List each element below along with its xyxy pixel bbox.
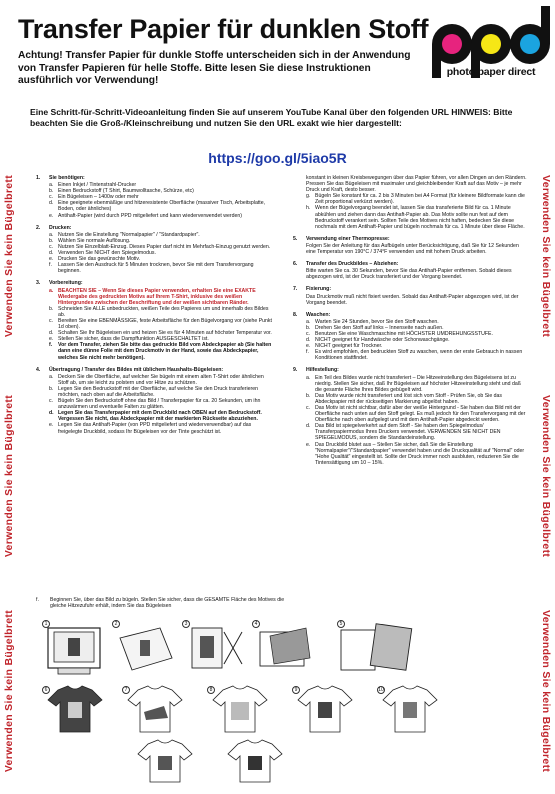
item-text: Bereiten Sie eine EBENMÄSSIGE, feste Arbeitsfläche für den Bügelvorgang vor (siehe Punkt 1d oben). <box>58 317 272 331</box>
intro-text: Eine Schritt-für-Schritt-Videoanleitung finden Sie auf unserem YouTube Kanal über den folgenden URL HINWEIS: Bitte beachten Sie die Groß-/Kleinschreibung und nutzen Sie den URL exakt wie hier dargestellt: <box>30 107 513 128</box>
step-12-shirt-illustration <box>220 738 290 786</box>
item-letter: g. <box>306 193 311 200</box>
item-text: Das Druckbild blutet aus – Stellen Sie sicher, daß Sie die Einstellung "Normalpapier"/"Standardpapier" verwendet haben und die Druckqualität auf "Normal" oder "Hohe Qualität" eingestellt ist. Sollte der Druck immer noch ausbluten, reduzieren Sie die Tintensättigung um 10 – 15%. <box>315 441 525 466</box>
instruction-item <box>36 374 274 386</box>
item-text: NICHT geeignet für Trockner. <box>315 343 383 350</box>
step-number: 4 <box>252 620 260 628</box>
item-letter: c. <box>49 317 54 324</box>
item-text: Vor dem Transfer, ziehen Sie bitte das gedruckte Bild vom Abdeckpapier ab (Sie halten dann eine dünne Folie mit dem Druckmotiv in der Hand, sowie das Abdeckpapier, welches Sie nicht mehr benötigen). <box>58 342 272 361</box>
instruction-item <box>293 442 529 466</box>
section-number: 7. <box>293 286 298 293</box>
step-9-shirt-illustration <box>290 684 360 736</box>
section-title: Waschen: <box>306 311 331 318</box>
instruction-item <box>293 375 529 393</box>
item-text: Decken Sie die Oberfläche, auf welcher Sie bügeln mit einem alten T-Shirt oder ähnlichen Stoff ab, um sie leicht zu polstern und vor Hitze zu schützen. <box>58 373 264 386</box>
section-number: 9. <box>293 367 298 374</box>
item-letter: d. <box>306 337 311 344</box>
section-number: 1. <box>36 175 41 181</box>
section-number: 3. <box>36 280 41 287</box>
item-text: Ein Teil des Bildes wurde nicht transferiert – Die Hitzeeinstellung des Bügeleisens ist zu niedrig. Stellen Sie sicher, daß Ihr Bügeleisen auf höchster Hitzeeinstellung steht und daß die gesamte Fläche Ihres Bildes gebügelt wird. <box>315 374 521 393</box>
item-letter: a. <box>306 318 311 325</box>
item-letter: c. <box>49 243 54 250</box>
item-text: Stellen Sie sicher, dass die Dampffunktion AUSGESCHALTET ist. <box>58 336 209 343</box>
step-5-peeled-illustration <box>335 618 415 680</box>
instruction-item <box>36 386 274 398</box>
item-text: Schalten Sie Ihr Bügeleisen ein und heizen Sie es für 4 Minuten auf höchster Temperatur vor. <box>58 330 272 337</box>
item-letter: d. <box>306 423 311 430</box>
section-heading <box>36 280 274 286</box>
item-letter: a. <box>49 182 54 189</box>
step-number: 6 <box>42 686 50 694</box>
item-letter: b. <box>49 305 54 312</box>
item-text: Lassen Sie den Ausdruck für 5 Minuten trocknen, bevor Sie mit dem Transfervorgang beginnen. <box>58 262 254 275</box>
instruction-section <box>36 280 274 360</box>
instruction-item <box>36 306 274 318</box>
instruction-section <box>293 175 529 230</box>
item-letter: e. <box>306 441 311 448</box>
instruction-section <box>293 286 529 305</box>
item-text: Das Motiv wurde nicht transferiert und löst sich vom Stoff - Prüfen Sie, ob Sie das Abdeckpapier mit der rückseitigen Markierung abgelöst haben. <box>315 392 503 405</box>
item-letter: b. <box>49 188 54 195</box>
item-text: Das Bild ist spiegelverkehrt auf dem Stoff - Sie haben den Spiegelmodus/ Transferpapiermodus Ihres Druckers verwendet. VERWENDEN SIE NICHT DEN SPIEGELMODUS, sondern die Standardeinstellung. <box>315 423 501 442</box>
item-letter: f. <box>306 349 309 356</box>
item-text: Verwenden Sie NICHT den Spiegelmodus. <box>58 250 156 257</box>
section-paragraph: Bitte warten Sie ca. 30 Sekunden, bevor Sie das Antihaft-Papier entfernen. Sobald dieses abgezogen wird, ist der Druck transferiert und der Vorgang beendet. <box>306 268 512 281</box>
item-text: Legen Sie das Antihaft-Papier (von PPD mitgeliefert und wiederverwendbar) auf das freigelegte Druckbild, sodass Ihr Bügeleisen vor der Tinte geschützt ist. <box>58 422 252 435</box>
section-paragraph: Das Druckmotiv muß nicht fixiert werden. Sobald das Antihaft-Papier abgezogen wird, ist der Vorgang beendet. <box>306 293 519 306</box>
item-letter: f. <box>49 342 53 349</box>
item-letter: d. <box>49 410 54 417</box>
instruction-section <box>36 225 274 275</box>
section-title: Sie benötigen: <box>49 175 85 181</box>
section-heading <box>293 261 529 267</box>
section-title: Vorbereitung: <box>49 280 83 287</box>
section-number: 8. <box>293 311 298 318</box>
step-1-printer-illustration <box>40 618 110 680</box>
item-text: Es wird empfohlen, den bedruckten Stoff zu waschen, wenn der erste Gebrauch in nassen Konditionen stattfindet. <box>315 349 523 362</box>
instruction-item <box>36 200 274 212</box>
item-letter: a. <box>49 231 54 238</box>
step-6-shirt-illustration <box>40 684 110 736</box>
side-warning-right-1: Verwenden Sie kein Bügelbrett <box>540 175 552 338</box>
instructions-right-column <box>293 175 529 472</box>
item-letter: c. <box>306 405 311 411</box>
item-text: Legen Sie das Transferpapier mit dem Druckbild nach OBEN auf den Bedruckstoff. Vergessen Sie nicht, das Abdeckpapier mit der markierten Rückseite abzuziehen. <box>58 410 262 423</box>
instruction-item <box>293 349 529 361</box>
item-letter: b. <box>306 392 311 399</box>
step-number: 8 <box>207 686 215 694</box>
item-text: Eine geeignete ebenmäßige und hitzeresistente Oberfläche (massiver Tisch, Arbeitsplatte, Boden, oder ähnliches) <box>58 200 266 213</box>
item-letter: e. <box>49 212 54 219</box>
item-text: Ein Bügeleisen – 1400w oder mehr <box>58 194 139 201</box>
instruction-item <box>36 262 274 274</box>
instruction-section <box>36 175 274 219</box>
step-7-iron-illustration <box>120 684 190 736</box>
item-letter: b. <box>306 324 311 331</box>
step-number: 10 <box>378 687 384 693</box>
item-text: BEACHTEN SIE – Wenn Sie dieses Papier verwenden, erhalten Sie eine EXAKTE Wiedergabe des gedruckten Motivs auf Ihrem T-Shirt, inklusive des weißen Hintergrundes zwischen der Beschriftung und der weißen sichtbaren Ränder. <box>58 287 256 306</box>
item-letter: e. <box>306 343 311 350</box>
item-text: Bügeln Sie konstant für ca. 2 bis 3 Minuten bei A4 Format (für kleinere Bildformate kann die Zeit proportional verkürzt werden). <box>315 193 525 206</box>
step-number: 9 <box>292 686 300 694</box>
section-heading <box>36 225 274 231</box>
youtube-url-link[interactable]: https://goo.gl/5iao5R <box>208 150 347 166</box>
instruction-item <box>36 398 274 410</box>
item-text: Einen Bedruckstoff (T Shirt, Baumwolltasche, Schürze, etc) <box>58 188 194 195</box>
step-8-iron-illustration <box>205 684 275 736</box>
instruction-section <box>293 261 529 280</box>
section-heading <box>293 312 529 318</box>
section-title: Transfer des Druckbildes – Abziehen: <box>306 261 399 268</box>
item-text: Einen Inkjet / Tintenstrahl-Drucker <box>58 182 137 189</box>
item-text: Warten Sie 24 Stunden, bevor Sie den Stoff waschen. <box>315 318 439 325</box>
item-letter: d. <box>49 250 54 257</box>
section-number: 4. <box>36 366 41 373</box>
section-heading <box>293 236 529 242</box>
instruction-section <box>293 367 529 466</box>
section-number: 5. <box>293 235 298 242</box>
step-3-cut-illustration <box>180 618 250 680</box>
step-illustrations <box>40 618 520 788</box>
item-letter: e. <box>49 256 54 263</box>
step-4f-note <box>36 597 286 609</box>
instruction-item <box>293 193 529 205</box>
instruction-item <box>36 422 274 434</box>
section-title: Hilfestellung: <box>306 367 339 374</box>
step-number: 3 <box>182 620 190 628</box>
instruction-item <box>36 410 274 422</box>
instruction-item <box>293 393 529 405</box>
item-letter: b. <box>49 385 54 392</box>
instruction-section <box>293 312 529 362</box>
instruction-item <box>36 288 274 306</box>
item-letter: c. <box>49 194 54 201</box>
instructions-left-column <box>36 175 274 441</box>
item-letter: e. <box>49 422 54 429</box>
step-2-paper-illustration <box>110 618 180 680</box>
section-paragraph: konstant in kleinen Kreisbewegungen über das Papier führen, vor allen Dingen an den Rändern. Pressen Sie das Bügeleisen mit maximaler und gleichbleibender Kraft auf das Motiv – je mehr Druck und Kraft, desto besser. <box>306 175 527 194</box>
item-text: Benutzen Sie eine Waschmaschine mit HÖCHSTER UMDREHUNGSSTUFE. <box>315 330 493 337</box>
step-number: 2 <box>112 620 120 628</box>
instruction-item <box>36 318 274 330</box>
item-text: Nutzen Sie die Einstellung "Normalpapier" / "Standardpapier". <box>58 231 200 238</box>
section-title: Fixierung: <box>306 286 332 293</box>
instruction-item <box>293 405 529 423</box>
item-text: Das Motiv ist nicht sichtbar, dafür aber der weiße Hintergrund - Sie haben das Bild mit der Oberfläche nach unten auf den Stoff gelegt. Es muß jedoch für den Transfervorgang mit der Oberfläche nach oben aufgelegt und mit dem Antihaft-Papier abgedeckt werden. <box>315 405 526 424</box>
item-letter: f. <box>49 262 52 269</box>
instruction-item <box>293 205 529 229</box>
instruction-item <box>36 342 274 360</box>
step-number: 7 <box>122 686 130 694</box>
item-text: Wählen Sie normale Auflösung. <box>58 237 131 244</box>
step-number: 1 <box>42 620 50 628</box>
step-10-shirt-illustration <box>375 684 445 736</box>
item-text: Legen Sie den Bedruckstoff mit der Oberfläche, auf welche Sie den Druck transferieren möchten, nach oben auf die Arbeitsfläche. <box>58 385 259 398</box>
item-letter: c. <box>49 398 54 405</box>
item-text: Drehen Sie den Stoff auf links – Innenseite nach außen. <box>315 324 444 331</box>
item-text: Wenn der Bügelvorgang beendet ist, lassen Sie das transferierte Bild für ca. 1 Minute abkühlen und ziehen dann das Antihaft-Papier ab. Das Motiv sollte nun fest auf dem Bedruckstoff verankert sein. Sollten Teile des Motives nicht haften, bedecken Sie diese nochmals mit dem Antihaft-Papier und bügeln nochmals für ca. 1 Minute über diese Fläche. <box>315 205 525 230</box>
item-text: Beginnen Sie, über das Bild zu bügeln. Stellen Sie sicher, dass die GESAMTE Fläche des Motives die gleiche Hitzezufuhr erhält, indem Sie das Bügeleisen <box>50 597 285 610</box>
item-text: Antihaft-Papier (wird durch PPD mitgeliefert und kann wiederverwendet werden) <box>58 212 242 219</box>
item-letter: e. <box>49 336 54 343</box>
section-number: 2. <box>36 224 41 231</box>
item-text: Schneiden Sie ALLE unbedruckten, weißen Teile des Papieres um und innerhalb des Bildes ab. <box>58 305 269 318</box>
step-number: 5 <box>337 620 345 628</box>
instruction-item <box>36 213 274 219</box>
instruction-item <box>293 423 529 441</box>
item-letter: f. <box>36 597 39 603</box>
section-number: 6. <box>293 261 298 268</box>
section-title: Übertragung / Transfer des Bildes mit üblichem Haushalts-Bügeleisen: <box>49 366 224 373</box>
section-paragraph: Folgen Sie der Anleitung für das Aufbügeln unter Berücksichtigung, daß Sie für 12 Sekunden eine Temperatur von 190°C / 374°F verwenden und mit hohem Druck arbeiten. <box>306 242 519 256</box>
item-letter: d. <box>49 200 54 207</box>
section-title: Drucken: <box>49 224 72 231</box>
section-heading <box>36 175 274 181</box>
item-text: Drucken Sie das gewünschte Motiv. <box>58 256 141 263</box>
logo-text: photo paper direct <box>446 66 536 78</box>
item-letter: a. <box>306 374 311 381</box>
side-warning-right-3: Verwenden Sie kein Bügelbrett <box>540 610 552 773</box>
item-letter: d. <box>49 330 54 337</box>
side-warning-left-3: Verwenden Sie kein Bügelbrett <box>3 610 15 773</box>
side-warning-left-2: Verwenden Sie kein Bügelbrett <box>3 395 15 558</box>
section-title: Verwendung einer Thermopresse: <box>306 235 390 242</box>
step-11-shirt-illustration <box>130 738 200 786</box>
step-4-peel-illustration <box>250 618 320 680</box>
item-text: Bügeln Sie den Bedruckstoff ohne das Bild / Transferpapier für ca. 20 Sekunden, um ihn anzuwärmen und eventuelle Falten zu glätten. <box>58 398 261 411</box>
section-heading <box>293 286 529 292</box>
item-letter: h. <box>306 205 311 212</box>
section-heading <box>36 367 274 373</box>
item-letter: c. <box>306 330 311 337</box>
item-letter: a. <box>49 373 54 380</box>
item-text: NICHT geeignet für Handwäsche oder Schonwaschgänge. <box>315 337 450 344</box>
warning-text: Achtung! Transfer Papier für dunkle Stoffe unterscheiden sich in der Anwendung von Transfer Papieren für helle Stoffe. Bitte lesen Sie diese Instruktionen ausführlich vor Verwendung! <box>18 50 411 86</box>
instruction-section <box>36 367 274 435</box>
instruction-section <box>293 236 529 255</box>
item-letter: a. <box>49 287 54 294</box>
side-warning-left-1: Verwenden Sie kein Bügelbrett <box>3 175 15 338</box>
section-heading <box>293 367 529 373</box>
page-title: Transfer Papier für dunklen Stoff <box>18 14 429 44</box>
item-letter: b. <box>49 237 54 244</box>
side-warning-right-2: Verwenden Sie kein Bügelbrett <box>540 395 552 558</box>
item-text: Nutzen Sie Einzelblatt-Einzug. Dieses Papier darf nicht im Mehrfach-Einzug genutzt werden. <box>58 243 271 250</box>
